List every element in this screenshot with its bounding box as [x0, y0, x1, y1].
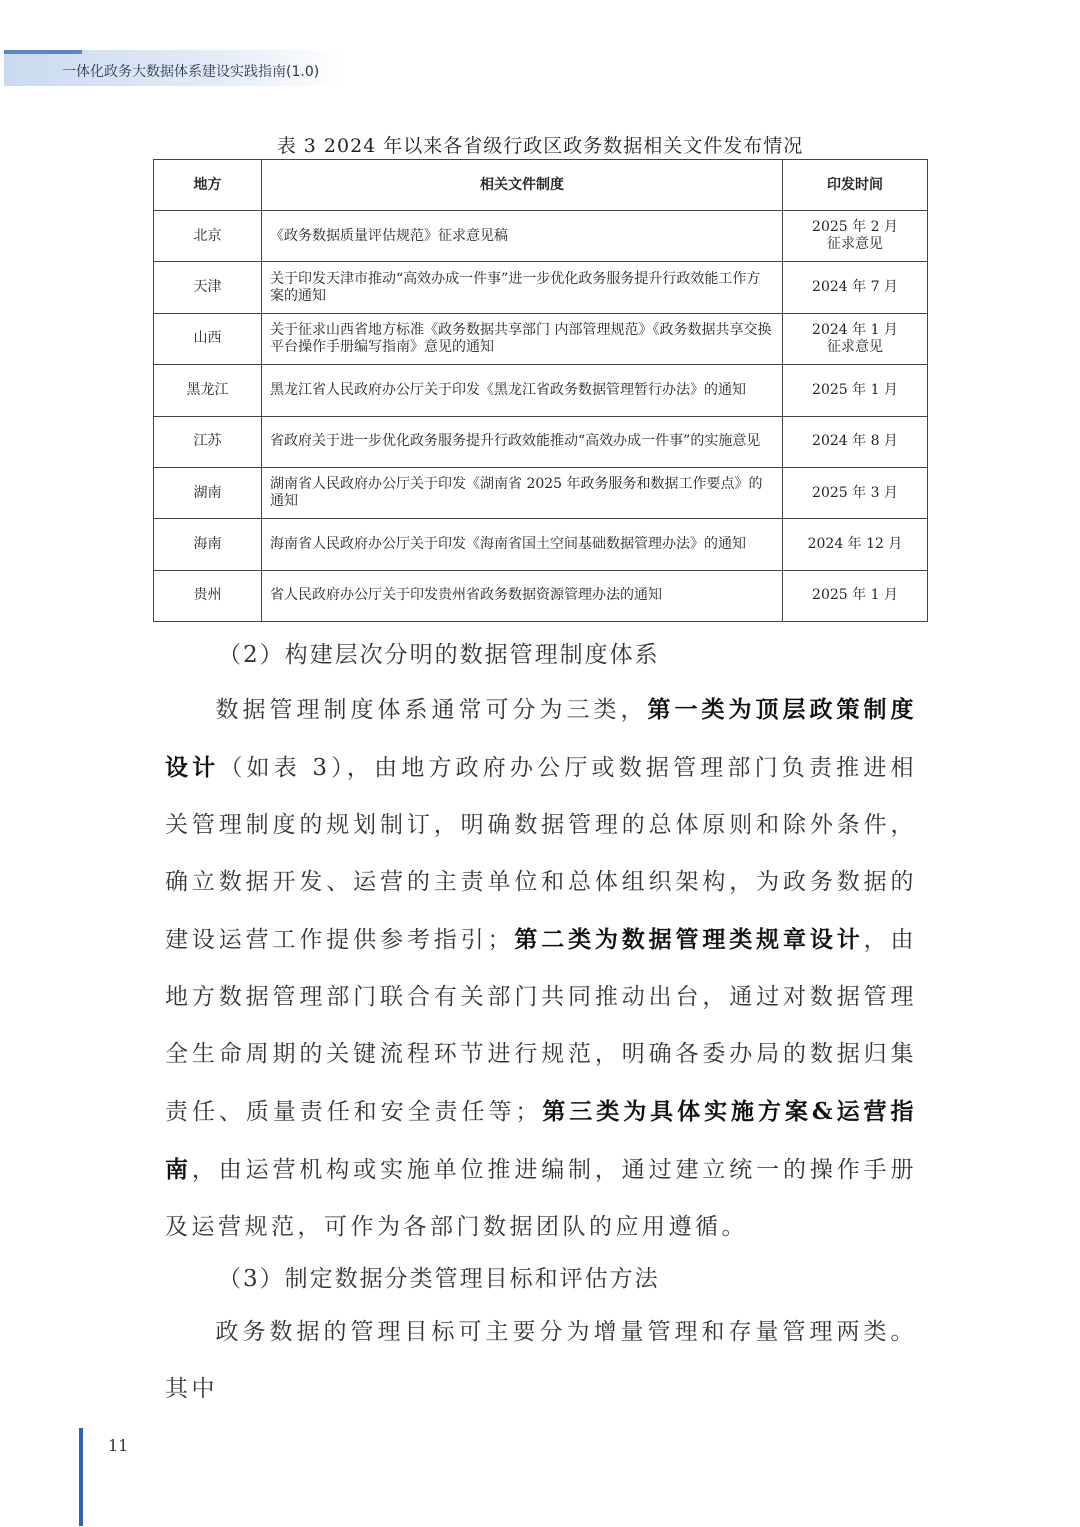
emphasis-text: 第二类为数据管理类规章设计: [513, 926, 864, 953]
table-caption: 表 3 2024 年以来各省级行政区政务数据相关文件发布情况: [276, 135, 804, 157]
table-row: [154, 365, 928, 416]
section-heading-3: （3）制定数据分类管理目标和评估方法: [218, 1266, 660, 1292]
document-cell: 湖南省人民政府办公厅关于印发《湖南省 2025 年政务服务和数据工作要点》的通知: [262, 467, 783, 518]
table-row: [154, 262, 928, 313]
date-note: 征求意见: [827, 338, 883, 355]
date-value: 2025 年 1 月: [812, 587, 898, 604]
column-header-date: 印发时间: [783, 160, 928, 211]
emphasis-text: 第三类为具体实施方案&运营指南: [165, 1098, 917, 1183]
date-cell: [783, 365, 928, 416]
date-value: 2024 年 1 月: [812, 321, 898, 338]
region-cell: 海南: [154, 519, 262, 570]
date-cell: [783, 211, 928, 262]
region-cell: 湖南: [154, 467, 262, 518]
page-number-marker: [79, 1428, 83, 1526]
table-row: [154, 313, 928, 364]
date-cell: [783, 262, 928, 313]
document-cell: 关于印发天津市推动“高效办成一件事”进一步优化政务服务提升行政效能工作方案的通知: [262, 262, 783, 313]
table-row: [154, 570, 928, 621]
region-cell: 天津: [154, 262, 262, 313]
paragraph-text: （如表 3），由地方政府办公厅或数据管理部门负责推进相关管理制度的规划制订，明确数据管理的总体原则和除外条件，确立数据开发、运营的主责单位和总体组织架构，为政务数据的建设运营工作提供参考指引；: [165, 755, 918, 953]
date-note: 征求意见: [827, 236, 883, 253]
section-2-paragraph: [165, 681, 917, 1256]
table-row: [154, 467, 928, 518]
document-cell: 省政府关于进一步优化政务服务提升行政效能推动“高效办成一件事”的实施意见: [262, 416, 783, 467]
policy-documents-table: [153, 159, 928, 622]
document-cell: 省人民政府办公厅关于印发贵州省政务数据资源管理办法的通知: [262, 570, 783, 621]
region-cell: 山西: [154, 313, 262, 364]
region-cell: 黑龙江: [154, 365, 262, 416]
date-cell: [783, 467, 928, 518]
document-cell: 黑龙江省人民政府办公厅关于印发《黑龙江省政务数据管理暂行办法》的通知: [262, 365, 783, 416]
table-header-row: [154, 160, 928, 211]
table-row: [154, 416, 928, 467]
document-cell: 关于征求山西省地方标准《政务数据共享部门 内部管理规范》《政务数据共享交换平台操作手册编写指南》意见的通知: [262, 313, 783, 364]
section-3-paragraph: [165, 1304, 917, 1418]
section-heading-2: （2）构建层次分明的数据管理制度体系: [218, 642, 660, 668]
region-cell: 北京: [154, 211, 262, 262]
date-value: 2024 年 7 月: [812, 279, 898, 296]
date-cell: [783, 313, 928, 364]
date-value: 2025 年 1 月: [812, 381, 898, 398]
emphasis-text: 第一类为顶层政策制度设计: [165, 696, 917, 781]
date-value: 2024 年 8 月: [812, 433, 898, 450]
table-row: [154, 211, 928, 262]
column-header-document: 相关文件制度: [262, 160, 783, 211]
date-value: 2025 年 3 月: [812, 484, 898, 501]
document-cell: 《政务数据质量评估规范》征求意见稿: [262, 211, 783, 262]
header-accent-line: [4, 50, 82, 54]
running-header-title: 一体化政务大数据体系建设实践指南(1.0): [62, 64, 320, 80]
column-header-region: 地方: [154, 160, 262, 211]
paragraph-text: ，由运营机构或实施单位推进编制，通过建立统一的操作手册及运营规范，可作为各部门数据团队的应用遵循。: [165, 1157, 918, 1240]
date-value: 2025 年 2 月: [812, 219, 898, 236]
page-number: 11: [108, 1436, 129, 1455]
region-cell: 江苏: [154, 416, 262, 467]
date-cell: [783, 416, 928, 467]
date-cell: [783, 570, 928, 621]
running-header: [4, 50, 344, 86]
paragraph-text: ，由地方数据管理部门联合有关部门共同推动出台，通过对数据管理全生命周期的关键流程环节进行规范，明确各委办局的数据归集责任、质量责任和安全责任等；: [165, 927, 918, 1125]
document-cell: 海南省人民政府办公厅关于印发《海南省国土空间基础数据管理办法》的通知: [262, 519, 783, 570]
paragraph-text: 数据管理制度体系通常可分为三类，: [215, 697, 648, 723]
date-cell: [783, 519, 928, 570]
table-row: [154, 519, 928, 570]
region-cell: 贵州: [154, 570, 262, 621]
date-value: 2024 年 12 月: [807, 535, 903, 552]
paragraph-text: 政务数据的管理目标可主要分为增量管理和存量管理两类。其中: [165, 1319, 917, 1402]
